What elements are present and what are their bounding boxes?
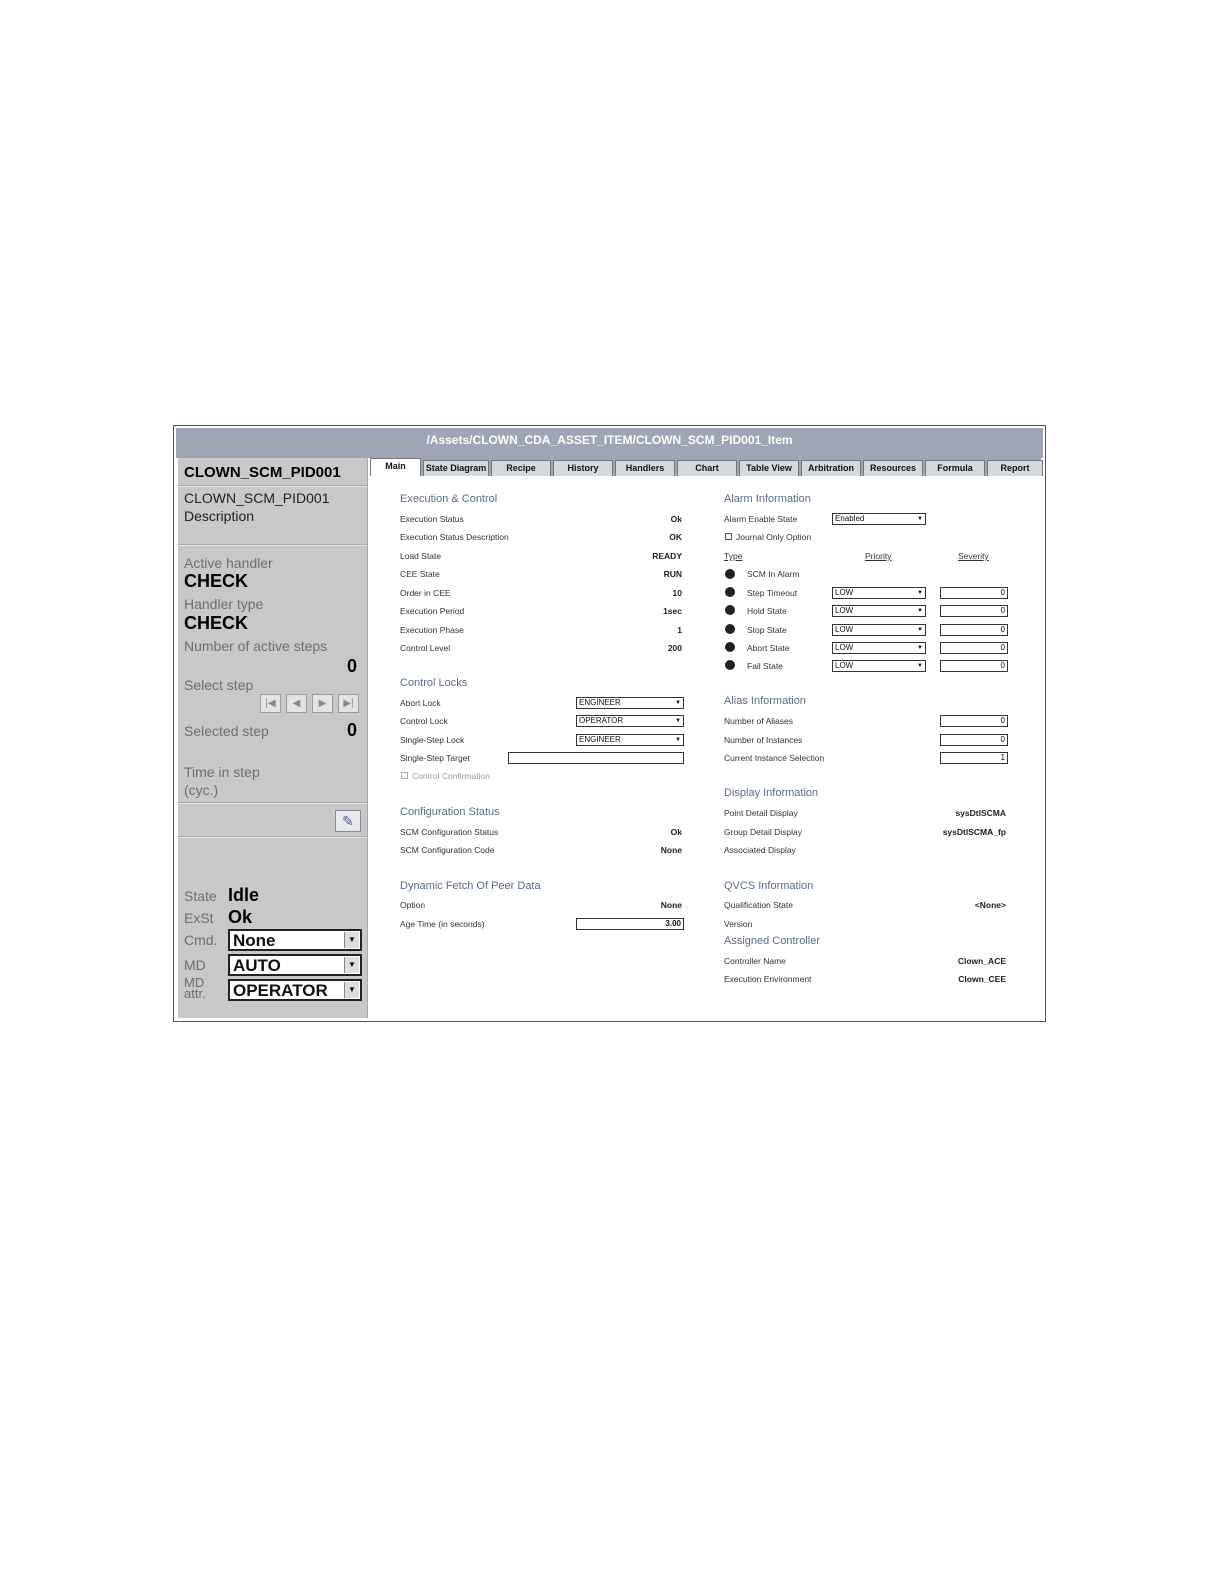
tab-formula[interactable]: Formula bbox=[925, 460, 985, 476]
alarm-enable-value: Enabled bbox=[835, 514, 865, 523]
active-steps-label: Number of active steps bbox=[184, 638, 328, 654]
associated-display-label: Associated Display bbox=[724, 845, 796, 855]
next-step-button[interactable]: ▶ bbox=[312, 694, 333, 713]
tab-bar bbox=[370, 458, 1041, 476]
md-label: MD bbox=[184, 957, 206, 973]
tab-recipe[interactable]: Recipe bbox=[491, 460, 551, 476]
md-attr-label bbox=[184, 977, 206, 999]
divider bbox=[178, 544, 367, 546]
hold-state-priority-select[interactable] bbox=[832, 605, 926, 617]
load-state-value: READY bbox=[652, 551, 682, 561]
chevron-down-icon: ▼ bbox=[344, 932, 359, 948]
stop-state-indicator bbox=[725, 624, 735, 634]
single-step-target-input[interactable] bbox=[508, 752, 684, 764]
fail-state-priority: LOW bbox=[835, 661, 854, 670]
tab-handlers[interactable]: Handlers bbox=[615, 460, 675, 476]
abort-state-severity-input[interactable]: 0 bbox=[940, 642, 1008, 654]
chevron-down-icon: ▼ bbox=[917, 590, 923, 596]
execution-period-value: 1sec bbox=[663, 606, 682, 616]
step-timeout-severity-input[interactable]: 0 bbox=[940, 587, 1008, 599]
alarm-info-title: Alarm Information bbox=[724, 493, 811, 505]
active-handler-value: CHECK bbox=[184, 571, 249, 591]
abort-state-priority: LOW bbox=[835, 643, 854, 652]
abort-lock-value: ENGINEER bbox=[579, 698, 621, 707]
control-lock-label: Control Lock bbox=[400, 716, 448, 726]
execution-phase-value: 1 bbox=[677, 625, 682, 635]
selected-step-label: Selected step bbox=[184, 723, 269, 739]
tab-state-diagram[interactable]: State Diagram bbox=[423, 460, 489, 476]
abort-lock-select[interactable] bbox=[576, 697, 684, 709]
configuration-status-title: Configuration Status bbox=[400, 806, 500, 818]
execution-status-description-value: OK bbox=[669, 532, 682, 542]
tab-chart[interactable]: Chart bbox=[677, 460, 737, 476]
fetch-option-label: Option bbox=[400, 900, 426, 910]
type-column-header: Type bbox=[724, 551, 743, 561]
md-attr-value: OPERATOR bbox=[233, 981, 328, 1000]
hold-state-severity-input[interactable]: 0 bbox=[940, 605, 1008, 617]
md-value: AUTO bbox=[233, 956, 281, 975]
execution-status-description-label: Execution Status Description bbox=[400, 532, 509, 542]
cmd-label: Cmd. bbox=[184, 932, 218, 948]
control-lock-value: OPERATOR bbox=[579, 716, 624, 725]
journal-only-label: Journal Only Option bbox=[736, 532, 812, 542]
current-instance-label: Current Instance Selection bbox=[724, 753, 825, 763]
age-time-label: Age Time (in seconds) bbox=[400, 919, 485, 929]
fail-state-label: Fail State bbox=[747, 661, 783, 671]
number-of-instances-label: Number of Instances bbox=[724, 735, 803, 745]
first-step-button[interactable]: |◀ bbox=[260, 694, 281, 713]
group-detail-display-label: Group Detail Display bbox=[724, 827, 802, 837]
priority-column-header: Priority bbox=[865, 551, 892, 561]
control-lock-select[interactable] bbox=[576, 715, 684, 727]
divider bbox=[178, 836, 367, 838]
selected-step-value: 0 bbox=[346, 720, 357, 740]
chevron-down-icon: ▼ bbox=[917, 645, 923, 651]
load-state-label: Load State bbox=[400, 551, 442, 561]
divider bbox=[178, 802, 367, 804]
chevron-down-icon: ▼ bbox=[675, 737, 681, 743]
last-step-button[interactable]: ▶| bbox=[338, 694, 359, 713]
hold-state-label: Hold State bbox=[747, 606, 787, 616]
current-instance-input[interactable]: 1 bbox=[940, 752, 1008, 764]
fetch-option-value: None bbox=[660, 900, 682, 910]
qualification-state-label: Qualification State bbox=[724, 900, 793, 910]
abort-lock-label: Abort Lock bbox=[400, 698, 441, 708]
chevron-down-icon: ▼ bbox=[675, 718, 681, 724]
chevron-down-icon: ▼ bbox=[675, 700, 681, 706]
detail-display-window bbox=[173, 425, 1046, 1022]
signature-icon[interactable]: ✎ bbox=[335, 810, 361, 832]
stop-state-label: Stop State bbox=[747, 625, 787, 635]
point-detail-display-value: sysDtlSCMA bbox=[955, 808, 1006, 818]
window-title: /Assets/CLOWN_CDA_ASSET_ITEM/CLOWN_SCM_PID001_Item bbox=[176, 428, 1043, 458]
number-of-aliases-label: Number of Aliases bbox=[724, 716, 793, 726]
md-attr-label-line1: MD bbox=[184, 975, 205, 990]
single-step-lock-value: ENGINEER bbox=[579, 735, 621, 744]
single-step-lock-label: Single-Step Lock bbox=[400, 735, 465, 745]
step-timeout-label: Step Timeout bbox=[747, 588, 798, 598]
cee-state-value: RUN bbox=[663, 569, 682, 579]
controller-name-value: Clown_ACE bbox=[957, 956, 1006, 966]
group-detail-display-value: sysDtlSCMA_fp bbox=[942, 827, 1006, 837]
chevron-down-icon: ▼ bbox=[917, 608, 923, 614]
select-step-label: Select step bbox=[184, 677, 254, 693]
scm-config-status-label: SCM Configuration Status bbox=[400, 827, 499, 837]
number-of-aliases-input[interactable]: 0 bbox=[940, 715, 1008, 727]
execution-control-title: Execution & Control bbox=[400, 493, 498, 505]
cmd-dropdown[interactable] bbox=[228, 929, 362, 951]
single-step-lock-select[interactable] bbox=[576, 734, 684, 746]
scm-in-alarm-label: SCM In Alarm bbox=[747, 569, 800, 579]
hold-state-indicator bbox=[725, 605, 735, 615]
chevron-down-icon: ▼ bbox=[917, 663, 923, 669]
control-locks-title: Control Locks bbox=[400, 677, 468, 689]
chevron-down-icon: ▼ bbox=[344, 957, 359, 973]
chevron-down-icon: ▼ bbox=[344, 982, 359, 998]
stop-state-severity-input[interactable]: 0 bbox=[940, 624, 1008, 636]
dynamic-fetch-title: Dynamic Fetch Of Peer Data bbox=[400, 880, 541, 892]
divider bbox=[178, 485, 367, 487]
abort-state-label: Abort State bbox=[747, 643, 790, 653]
alarm-enable-label: Alarm Enable State bbox=[724, 514, 798, 524]
single-step-target-label: Single-Step Target bbox=[400, 753, 470, 763]
qvcs-info-title: QVCS Information bbox=[724, 880, 814, 892]
fail-state-indicator bbox=[725, 660, 735, 670]
time-in-step-unit: (cyc.) bbox=[184, 782, 219, 798]
cee-state-label: CEE State bbox=[400, 569, 440, 579]
stop-state-priority-select[interactable] bbox=[832, 624, 926, 636]
faceplate-tag: CLOWN_SCM_PID001 bbox=[184, 490, 330, 506]
scm-config-status-value: Ok bbox=[670, 827, 682, 837]
control-confirmation-checkbox[interactable] bbox=[401, 772, 408, 779]
cmd-value: None bbox=[233, 931, 276, 950]
alarm-enable-select[interactable] bbox=[832, 513, 926, 525]
execution-environment-value: Clown_CEE bbox=[958, 974, 1006, 984]
assigned-controller-title: Assigned Controller bbox=[724, 935, 820, 947]
execution-phase-label: Execution Phase bbox=[400, 625, 464, 635]
order-in-cee-value: 10 bbox=[672, 588, 682, 598]
chevron-down-icon: ▼ bbox=[917, 627, 923, 633]
abort-state-priority-select[interactable] bbox=[832, 642, 926, 654]
tab-table-view[interactable]: Table View bbox=[739, 460, 799, 476]
faceplate-description: Description bbox=[184, 508, 255, 524]
journal-only-checkbox[interactable] bbox=[725, 533, 732, 540]
tab-arbitration[interactable]: Arbitration bbox=[801, 460, 861, 476]
execution-status-value: Ok bbox=[670, 514, 682, 524]
handler-type-label: Handler type bbox=[184, 596, 264, 612]
control-level-label: Control Level bbox=[400, 643, 451, 653]
execution-period-label: Execution Period bbox=[400, 606, 465, 616]
tab-history[interactable]: History bbox=[553, 460, 613, 476]
tab-report[interactable]: Report bbox=[987, 460, 1043, 476]
state-label: State bbox=[184, 888, 217, 904]
display-info-title: Display Information bbox=[724, 787, 819, 799]
faceplate-name: CLOWN_SCM_PID001 bbox=[184, 464, 341, 481]
abort-state-indicator bbox=[725, 642, 735, 652]
chevron-down-icon: ▼ bbox=[917, 516, 923, 522]
version-label: Version bbox=[724, 919, 753, 929]
order-in-cee-label: Order in CEE bbox=[400, 588, 451, 598]
exst-label: ExSt bbox=[184, 910, 214, 926]
fail-state-severity-input[interactable]: 0 bbox=[940, 660, 1008, 672]
tab-main[interactable]: Main bbox=[370, 458, 421, 477]
md-attr-dropdown[interactable] bbox=[228, 979, 362, 1001]
number-of-instances-input[interactable]: 0 bbox=[940, 734, 1008, 746]
state-value: Idle bbox=[228, 885, 260, 905]
execution-environment-label: Execution Environment bbox=[724, 974, 812, 984]
prev-step-button[interactable]: ◀ bbox=[286, 694, 307, 713]
active-handler-label: Active handler bbox=[184, 555, 273, 571]
control-confirmation-label: Control Confirmation bbox=[412, 771, 490, 781]
time-in-step-label: Time in step bbox=[184, 764, 260, 780]
exst-value: Ok bbox=[228, 907, 253, 927]
point-detail-display-label: Point Detail Display bbox=[724, 808, 798, 818]
scm-config-code-label: SCM Configuration Code bbox=[400, 845, 495, 855]
controller-name-label: Controller Name bbox=[724, 956, 786, 966]
scm-in-alarm-indicator bbox=[725, 569, 735, 579]
step-timeout-priority: LOW bbox=[835, 588, 854, 597]
execution-status-label: Execution Status bbox=[400, 514, 464, 524]
control-level-value: 200 bbox=[667, 643, 682, 653]
step-timeout-indicator bbox=[725, 587, 735, 597]
main-tab-content bbox=[370, 476, 1041, 1017]
severity-column-header: Severity bbox=[958, 551, 989, 561]
qualification-state-value: <None> bbox=[974, 900, 1006, 910]
step-timeout-priority-select[interactable] bbox=[832, 587, 926, 599]
tab-resources[interactable]: Resources bbox=[863, 460, 923, 476]
scm-config-code-value: None bbox=[660, 845, 682, 855]
handler-type-value: CHECK bbox=[184, 613, 249, 633]
active-steps-value: 0 bbox=[346, 656, 357, 676]
age-time-input[interactable]: 3.00 bbox=[576, 918, 684, 930]
hold-state-priority: LOW bbox=[835, 606, 854, 615]
md-attr-label-line2: attr. bbox=[184, 986, 206, 1001]
faceplate-panel bbox=[178, 458, 368, 1018]
fail-state-priority-select[interactable] bbox=[832, 660, 926, 672]
stop-state-priority: LOW bbox=[835, 625, 854, 634]
alias-info-title: Alias Information bbox=[724, 695, 806, 707]
md-dropdown[interactable] bbox=[228, 954, 362, 976]
